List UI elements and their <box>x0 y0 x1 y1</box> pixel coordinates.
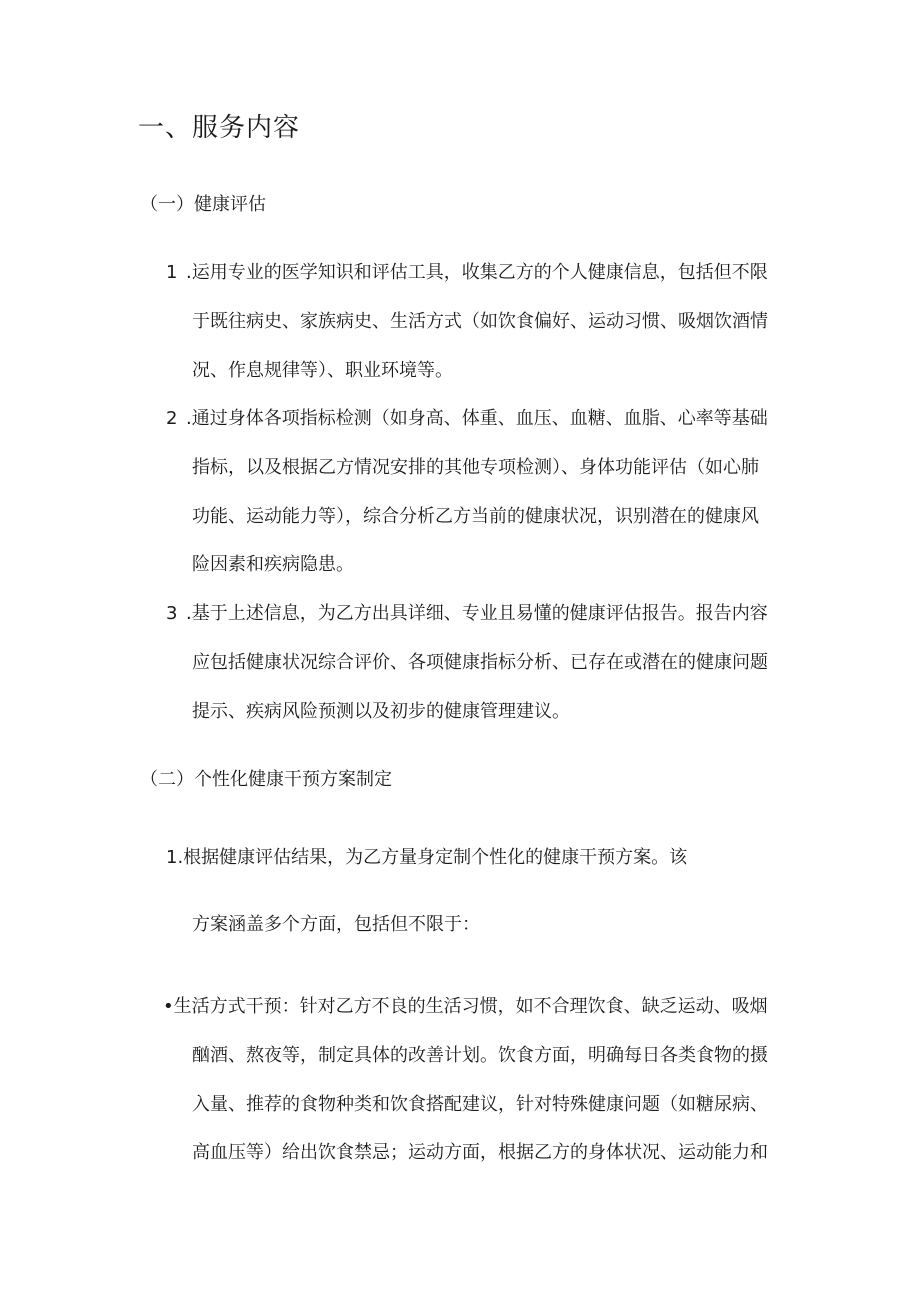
bullet1-line3: 入量、推荐的食物种类和饮食搭配建议，针对特殊健康问题（如糖尿病、 <box>192 1094 768 1115</box>
bullet1-line4: 高血压等）给出饮食禁忌；运动方面，根据乙方的身体状况、运动能力和 <box>192 1142 768 1163</box>
item3-line3: 提示、疾病风险预测以及初步的健康管理建议。 <box>192 701 570 722</box>
item2-line1: .通过身体各项指标检测（如身高、体重、血压、血糖、血脂、心率等基础 <box>186 408 768 429</box>
item3-line1: .基于上述信息，为乙方出具详细、专业且易懂的健康评估报告。报告内容 <box>186 603 768 624</box>
bullet1-line2: 酗酒、熬夜等，制定具体的改善计划。饮食方面，明确每日各类食物的摄 <box>192 1045 768 1066</box>
bullet1-line1: •生活方式干预：针对乙方不良的生活习惯，如不合理饮食、缺乏运动、吸烟 <box>163 996 768 1017</box>
item2-number: 2 <box>166 408 178 429</box>
section2-title: （二）个性化健康干预方案制定 <box>140 769 392 790</box>
item2-line3: 功能、运动能力等），综合分析乙方当前的健康状况，识别潜在的健康风 <box>192 506 759 527</box>
s2-item1-line1: 1.根据健康评估结果，为乙方量身定制个性化的健康干预方案。该 <box>166 847 688 868</box>
item1-number: 1 <box>166 262 178 283</box>
item1-line2: 于既往病史、家族病史、生活方式（如饮食偏好、运动习惯、吸烟饮酒情 <box>192 311 768 332</box>
item2-line4: 险因素和疾病隐患。 <box>192 554 354 575</box>
s2-item1-line2: 方案涵盖多个方面，包括但不限于： <box>192 914 480 935</box>
item2-line2: 指标，以及根据乙方情况安排的其他专项检测）、身体功能评估（如心肺 <box>192 457 759 478</box>
item1-line1: .运用专业的医学知识和评估工具，收集乙方的个人健康信息，包括但不限 <box>186 262 768 283</box>
section1-title: （一）健康评估 <box>140 194 266 215</box>
item1-line3: 况、作息规律等）、职业环境等。 <box>192 360 453 381</box>
item3-line2: 应包括健康状况综合评价、各项健康指标分析、已存在或潜在的健康问题 <box>192 652 768 673</box>
item3-number: 3 <box>166 603 178 624</box>
main-heading: 一、服务内容 <box>138 113 301 143</box>
